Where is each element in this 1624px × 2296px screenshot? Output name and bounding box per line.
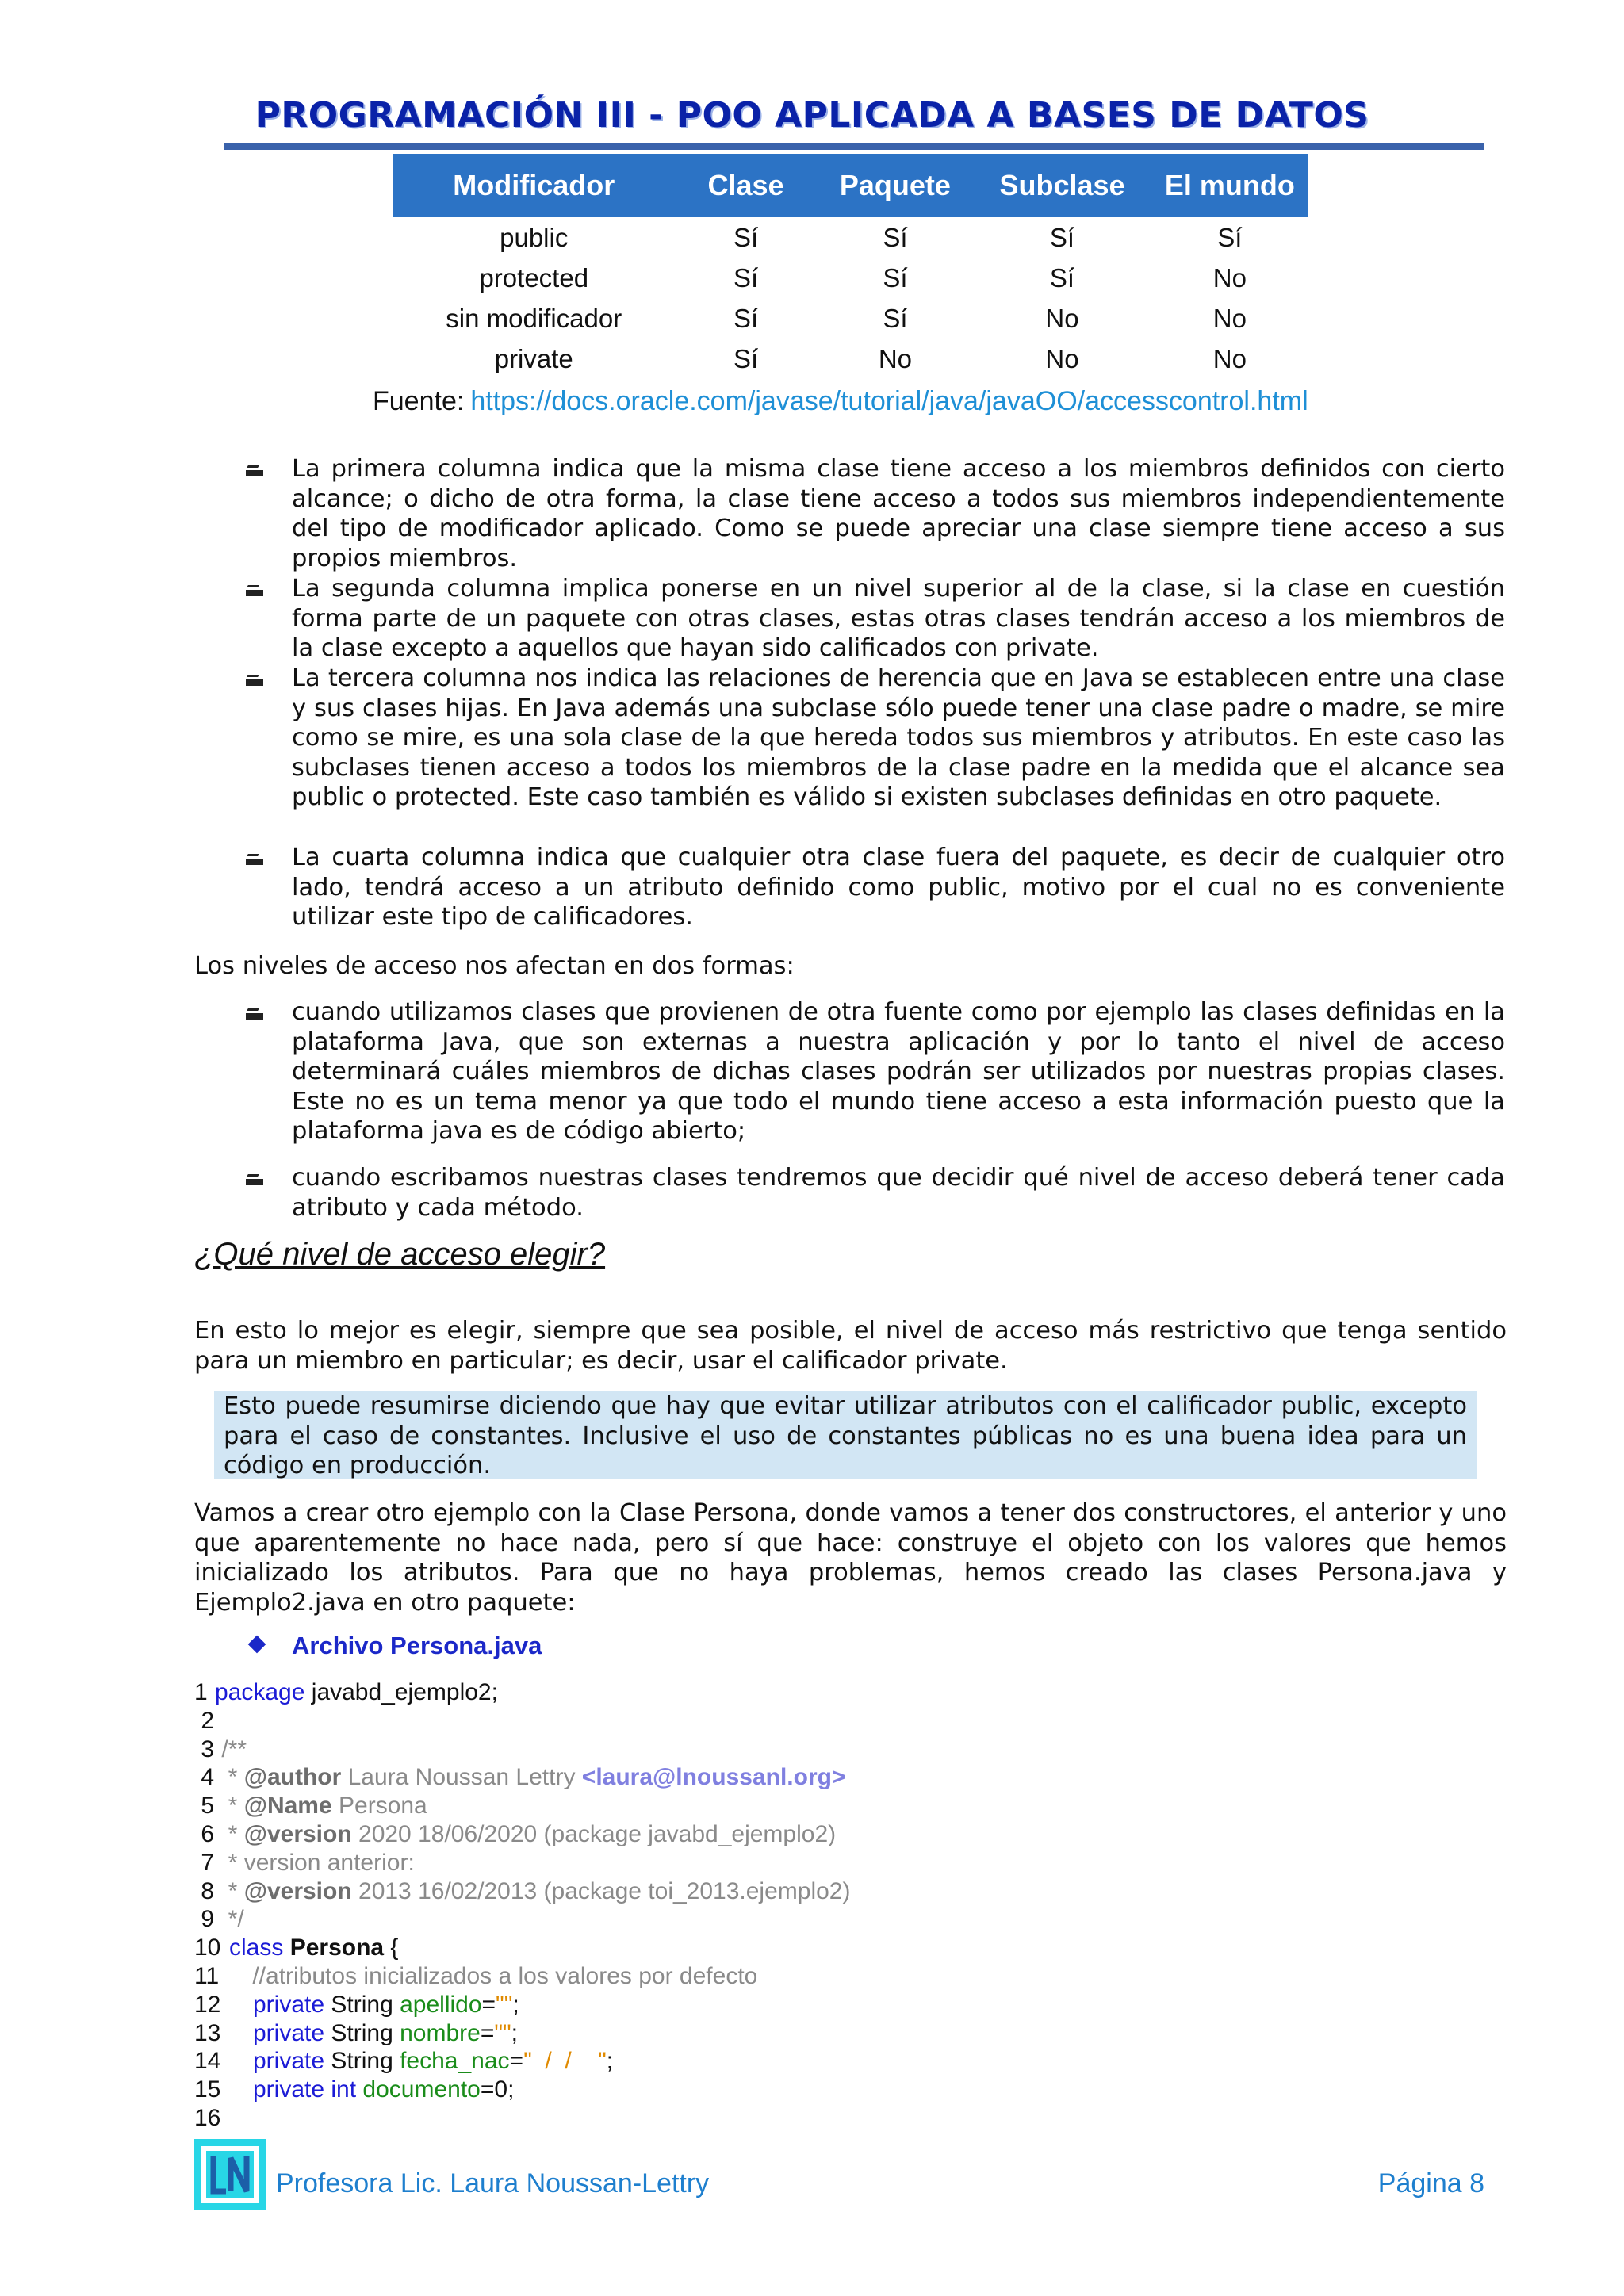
table-cell: Sí	[1049, 262, 1075, 293]
code-line	[194, 2076, 851, 2104]
code-comment: */	[221, 1906, 244, 1933]
line-number: 13	[194, 2019, 221, 2046]
table-header-cell: Paquete	[818, 154, 974, 217]
line-number: 14	[194, 2048, 221, 2075]
code-doc-tag: @version	[243, 1877, 352, 1904]
code-line	[194, 1763, 851, 1792]
diamond-bullet-icon	[248, 1636, 266, 1654]
page-header-title: PROGRAMACIÓN III - POO APLICADA A BASES DE DATOS	[255, 95, 1369, 136]
line-number: 12	[194, 1991, 221, 2018]
code-doc-tag: @author	[243, 1764, 342, 1791]
code-comment: 2020 18/06/2020 (package javabd_ejemplo2)	[351, 1820, 837, 1847]
table-cell: Sí	[883, 262, 908, 293]
table-cell: No	[1045, 343, 1079, 373]
table-cell: Sí	[733, 262, 759, 293]
code-comment: Laura Noussan Lettry	[341, 1764, 582, 1791]
code-string: ""	[494, 2019, 511, 2046]
source-link[interactable]: https://docs.oracle.com/javase/tutorial/java/javaOO/accesscontrol.html	[470, 386, 1308, 416]
code-identifier: fecha_nac	[400, 2048, 510, 2075]
bullet-marker-icon	[246, 852, 263, 865]
line-number: 10	[194, 1934, 221, 1961]
table-cell: Sí	[883, 303, 908, 333]
code-line	[194, 1934, 851, 1962]
footer-author: Profesora Lic. Laura Noussan-Lettry	[276, 2168, 710, 2198]
highlight-note	[214, 1391, 1477, 1479]
table-cell: Sí	[733, 303, 759, 333]
list-item: La tercera columna nos indica las relaciones de herencia que en Java se establecen entre una clase y sus clases hijas. En Java además una subclase sólo puede tener una clase padre o madre, se mire como se mire, es una sola clase de la que hereda todos sus miembros y atributos. En este caso las subclases tienen acceso a todos los miembros de la clase padre en la medida que el alcance sea public o protected. Este caso también es válido si existen subclases definidas en otro paquete.	[292, 664, 1505, 812]
header-rule	[224, 143, 1484, 150]
table-cell: sin modificador	[446, 303, 622, 333]
code-type: String	[324, 2019, 400, 2046]
code-type: int	[324, 2076, 357, 2103]
table-cell: Sí	[1049, 222, 1075, 252]
line-number: 16	[194, 2104, 221, 2131]
line-number: 4	[201, 1764, 215, 1791]
code-line	[194, 2047, 851, 2076]
table-cell: No	[1212, 303, 1247, 333]
code-comment: *	[221, 1877, 244, 1904]
line-number: 1	[194, 1679, 208, 1705]
paragraph: Vamos a crear otro ejemplo con la Clase Persona, donde vamos a tener dos constructores, el anterior y uno que aparentemente no hace nada, pero sí que hace: construye el objeto con los valores que hemos inicializado los atributos. Para que no haya problemas, hemos creado las clases Persona.java y Ejemplo2.java en otro paquete:	[194, 1499, 1507, 1617]
table-cell: Sí	[733, 222, 759, 252]
table-row	[393, 298, 1308, 339]
code-keyword: package	[215, 1679, 305, 1705]
line-number: 5	[201, 1793, 215, 1820]
bullet-marker-icon	[246, 584, 263, 596]
list-item: La segunda columna implica ponerse en un nivel superior al de la clase, si la clase en cuestión forma parte de un paquete con otras clases, estas otras clases tendrán acceso a los miembros de la clase excepto a aquellos que hayan sido calificados con private.	[292, 575, 1505, 663]
table-cell: Sí	[1217, 222, 1243, 252]
line-number: 8	[201, 1877, 215, 1904]
code-line	[194, 1707, 851, 1735]
code-text: =	[480, 2019, 495, 2046]
code-keyword: private	[253, 2048, 325, 2075]
table-cell: public	[500, 222, 569, 252]
table-cell: private	[494, 343, 573, 373]
table-header-cell: Subclase	[973, 154, 1151, 217]
table-cell: No	[1045, 303, 1079, 333]
code-comment: *	[221, 1820, 244, 1847]
highlight-note-text: Esto puede resumirse diciendo que hay que evitar utilizar atributos con el calificador public, excepto para el caso de constantes. Inclusive el uso de constantes públicas no es una buena idea para un código en producción.	[224, 1392, 1467, 1480]
code-identifier: apellido	[400, 1991, 482, 2018]
table-source	[373, 386, 1308, 417]
code-line	[194, 1962, 851, 1991]
code-keyword: private	[253, 1991, 325, 2018]
code-type: String	[324, 1991, 400, 2018]
code-identifier: documento	[356, 2076, 481, 2103]
code-type: String	[324, 2048, 400, 2075]
line-number: 7	[201, 1849, 215, 1876]
code-comment: /**	[221, 1735, 247, 1762]
code-text: ;	[512, 1991, 519, 2018]
author-logo-icon	[194, 2139, 266, 2210]
intro-paragraph: Los niveles de acceso nos afectan en dos formas:	[194, 952, 795, 980]
code-doc-tag: @version	[243, 1820, 352, 1847]
code-text: ;	[511, 2019, 518, 2046]
list-item: cuando utilizamos clases que provienen de otra fuente como por ejemplo las clases definidas en la plataforma Java, que son externas a nuestra aplicación y por lo tanto el nivel de acceso determinará cuáles miembros de dichas clases podrán ser utilizados por nuestras propias clases. Este no es un tema menor ya que todo el mundo tiene acceso a esta información puesto que la plataforma java es de código abierto;	[292, 998, 1505, 1146]
paragraph: En esto lo mejor es elegir, siempre que sea posible, el nivel de acceso más restrictivo que tenga sentido para un miembro en particular; es decir, usar el calificador private.	[194, 1317, 1507, 1375]
code-listing	[194, 1678, 851, 2133]
code-line	[194, 1991, 851, 2019]
code-comment: 2013 16/02/2013 (package toi_2013.ejemplo2)	[351, 1877, 851, 1904]
line-number: 6	[201, 1820, 215, 1847]
access-modifiers-table	[393, 154, 1308, 379]
code-comment: * version anterior:	[221, 1849, 415, 1876]
code-keyword: class	[229, 1934, 284, 1961]
source-label: Fuente:	[373, 386, 465, 416]
code-line	[194, 1877, 851, 1906]
table-row	[393, 339, 1308, 379]
table-header-cell: Clase	[675, 154, 818, 217]
bullet-marker-icon	[246, 464, 263, 476]
code-string: ""	[496, 1991, 513, 2018]
line-number: 3	[201, 1735, 215, 1762]
code-keyword: private	[253, 2019, 325, 2046]
code-text: ;	[606, 2048, 614, 2075]
code-keyword: private	[253, 2076, 325, 2103]
table-cell: No	[1212, 343, 1247, 373]
code-line	[194, 2019, 851, 2048]
table-header-cell: Modificador	[393, 154, 675, 217]
footer-page-number: Página 8	[1377, 2168, 1484, 2198]
line-number: 2	[201, 1707, 215, 1734]
table-cell: Sí	[733, 343, 759, 373]
line-number: 11	[194, 1962, 220, 1989]
list-item: La cuarta columna indica que cualquier otra clase fuera del paquete, es decir de cualquier otro lado, tendrá acceso a un atributo definido como public, motivo por el cual no es conveniente utilizar este tipo de calificadores.	[292, 844, 1505, 932]
code-doc-tag: @Name	[243, 1793, 332, 1820]
table-cell: No	[1212, 262, 1247, 293]
code-comment: Persona	[331, 1793, 427, 1820]
code-line	[194, 2104, 851, 2133]
code-identifier: nombre	[400, 2019, 481, 2046]
code-string: " / / "	[523, 2048, 607, 2075]
code-text: {	[384, 1934, 399, 1961]
code-text: javabd_ejemplo2;	[304, 1679, 498, 1705]
bullet-marker-icon	[246, 1173, 263, 1185]
table-row	[393, 217, 1308, 258]
code-email-link: <laura@lnoussanl.org>	[581, 1764, 846, 1791]
code-line	[194, 1735, 851, 1764]
bullet-marker-icon	[246, 673, 263, 686]
file-label: Archivo Persona.java	[292, 1632, 542, 1659]
line-number: 15	[194, 2076, 221, 2103]
table-cell: protected	[479, 262, 589, 293]
code-comment: *	[221, 1764, 244, 1791]
list-item: cuando escribamos nuestras clases tendremos que decidir qué nivel de acceso deberá tener cada atributo y cada método.	[292, 1164, 1505, 1222]
code-text: =0;	[480, 2076, 515, 2103]
code-line	[194, 1849, 851, 1877]
code-line	[194, 1678, 851, 1707]
code-line	[194, 1792, 851, 1820]
table-cell: Sí	[883, 222, 908, 252]
table-cell: No	[878, 343, 912, 373]
list-item: La primera columna indica que la misma clase tiene acceso a los miembros definidos con cierto alcance; o dicho de otra forma, la clase tiene acceso a todos sus miembros independientemente del tipo de modificador aplicado. Como se puede apreciar una clase siempre tiene acceso a sus propios miembros.	[292, 455, 1505, 572]
line-number: 9	[201, 1906, 215, 1933]
table-row	[393, 258, 1308, 298]
table-header-cell: El mundo	[1151, 154, 1308, 217]
bullet-marker-icon	[246, 1007, 263, 1020]
section-heading: ¿Qué nivel de acceso elegir?	[194, 1237, 606, 1272]
code-text: =	[481, 1991, 496, 2018]
code-comment: //atributos inicializados a los valores por defecto	[226, 1962, 758, 1989]
table-header-row	[393, 154, 1308, 217]
code-line	[194, 1820, 851, 1849]
code-comment: *	[221, 1793, 244, 1820]
code-line	[194, 1905, 851, 1934]
code-class-name: Persona	[283, 1934, 385, 1961]
code-text: =	[509, 2048, 524, 2075]
